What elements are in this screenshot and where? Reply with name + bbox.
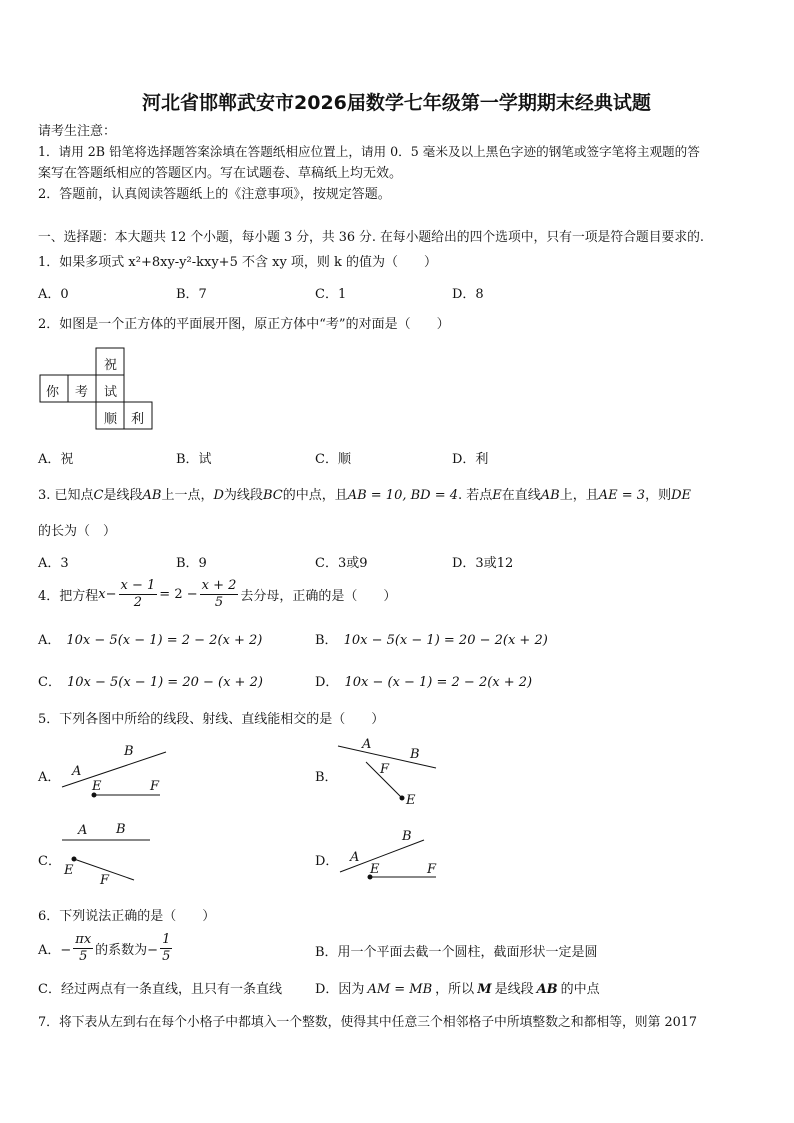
segment-de: DE — [671, 488, 692, 503]
q5b-label-b: B — [410, 747, 420, 762]
q5c-label-f: F — [100, 873, 110, 888]
q2-option-c: C．顺 — [315, 452, 351, 467]
q4-equals: = 2 − — [159, 587, 198, 602]
q4-fraction-2-numerator: x + 2 — [201, 578, 237, 593]
q7-stem: 7．将下表从左到右在每个小格子中都填入一个整数，使得其中任意三个相邻格子中所填整数之和都相等，则第 2017 — [38, 1015, 698, 1030]
q4-option-b-label: B． — [315, 633, 338, 648]
point-d: D — [213, 488, 224, 503]
q5-option-a: A． — [38, 770, 61, 785]
q6-option-d-text: 的中点 — [560, 982, 600, 997]
q4-option-d-equation: 10x − (x − 1) = 2 − 2(x + 2) — [344, 675, 533, 690]
q5a-label-f: F — [150, 779, 160, 794]
q5-option-b: B． — [315, 770, 338, 785]
q4-option-c-equation: 10x − 5(x − 1) = 20 − (x + 2) — [66, 675, 263, 690]
net-cell-ni: 你 — [46, 385, 60, 400]
q5d-label-a: A — [350, 850, 360, 865]
q6-fraction-2-numerator: 1 — [162, 932, 171, 947]
q4-option-b — [315, 629, 548, 648]
q4-fraction-2 — [200, 578, 239, 611]
q5b-label-a: A — [362, 737, 372, 752]
q5-option-d: D． — [315, 854, 339, 869]
q6-fraction-2 — [160, 932, 172, 965]
q3-option-a: A．3 — [38, 556, 69, 571]
q2-option-b: B．试 — [176, 452, 212, 467]
q3-text: 是线段 — [103, 488, 143, 503]
q3-text: 的中点，且 — [282, 488, 348, 503]
page-title: 河北省邯郸武安市2026届数学七年级第一学期期末经典试题 — [142, 92, 651, 114]
q3-text: ，则 — [645, 488, 672, 503]
point-e: E — [492, 488, 502, 503]
q4-option-c — [38, 671, 263, 690]
net-cell-shi: 试 — [104, 385, 118, 400]
q2-stem: 2．如图是一个正方体的平面展开图，原正方体中“考”的对面是（ ） — [38, 317, 450, 332]
segment-ab: AB — [536, 982, 558, 997]
q4-option-c-label: C． — [38, 675, 61, 690]
q6-option-a-text: 的系数为− — [95, 943, 159, 958]
q4-minus: − — [105, 587, 117, 602]
q5-figure-b — [336, 734, 446, 810]
q4-option-d-label: D． — [315, 675, 339, 690]
notice-item-2: 2．答题前，认真阅读答题纸上的《注意事项》，按规定答题。 — [38, 187, 391, 202]
q3-condition: AB = 10, BD = 4 — [347, 488, 459, 503]
q4-option-d — [315, 671, 532, 690]
q2-option-a: A．祝 — [38, 452, 74, 467]
point-m: M — [477, 982, 492, 997]
q4-text: 去分母，正确的是（ ） — [240, 589, 397, 604]
q4-x: x — [98, 587, 106, 602]
q6-option-d — [315, 978, 600, 997]
q4-text: 4．把方程 — [38, 589, 99, 604]
q5d-label-b: B — [402, 829, 412, 844]
point-c: C — [93, 488, 104, 503]
q5d-label-e: E — [370, 862, 380, 877]
notice-item-1-line-2: 案写在答题纸相应的答题区内。写在试题卷、草稿纸上均无效。 — [38, 166, 403, 181]
section-heading: 一、选择题：本大题共 12 个小题，每小题 3 分，共 36 分. 在每小题给出的四个选项中，只有一项是符合题目要求的. — [38, 230, 704, 245]
q6-stem: 6．下列说法正确的是（ ） — [38, 909, 216, 924]
q5d-label-f: F — [427, 862, 437, 877]
q4-fraction-2-denominator: 5 — [214, 595, 224, 610]
net-cell-li: 利 — [131, 412, 145, 427]
q6-option-d-text: D．因为 — [315, 982, 365, 997]
q2-option-d: D．利 — [452, 452, 489, 467]
q3-text: 在直线 — [501, 488, 541, 503]
q6-fraction-1-denominator: 5 — [79, 949, 88, 964]
q5a-label-b: B — [124, 744, 134, 759]
segment-ab: AB — [142, 488, 162, 503]
q4-fraction-1-numerator: x − 1 — [120, 578, 156, 593]
q3-option-c: C．3或9 — [315, 556, 368, 571]
q1-stem: 1．如果多项式 x²+8xy-y²-kxy+5 不含 xy 项，则 k 的值为（ ） — [38, 255, 438, 270]
q3-text: 上，且 — [559, 488, 599, 503]
q4-option-b-equation: 10x − 5(x − 1) = 20 − 2(x + 2) — [343, 633, 548, 648]
q4-fraction-1 — [119, 578, 158, 611]
q6-option-a — [38, 932, 174, 965]
q6-option-d-text: 是线段 — [494, 982, 534, 997]
q4-stem — [38, 578, 396, 611]
q5c-label-a: A — [78, 823, 88, 838]
q3-text: 上一点， — [161, 488, 214, 503]
q4-fraction-1-denominator: 2 — [133, 595, 143, 610]
q4-option-a-equation: 10x − 5(x − 1) = 2 − 2(x + 2) — [66, 633, 263, 648]
q5a-label-a: A — [72, 764, 82, 779]
q1-option-a: A．0 — [38, 287, 69, 302]
q5c-label-b: B — [116, 822, 126, 837]
q6-option-d-text: ，所以 — [435, 982, 475, 997]
q4-option-a-label: A． — [38, 633, 61, 648]
q1-option-c: C．1 — [315, 287, 347, 302]
q1-option-d: D．8 — [452, 287, 484, 302]
q1-option-b: B．7 — [176, 287, 207, 302]
q3-condition-2: AE = 3 — [598, 488, 646, 503]
q5c-label-e: E — [64, 863, 74, 878]
q3-text: 为线段 — [223, 488, 263, 503]
q3-stem-line-2: 的长为（ ） — [38, 524, 117, 539]
notice-item-1-line-1: 1．请用 2B 铅笔将选择题答案涂填在答题纸相应位置上，请用 0．5 毫米及以上黑色字迹的钢笔或签字笔将主观题的答 — [38, 144, 700, 159]
net-cell-kao: 考 — [75, 385, 89, 400]
q5a-label-e: E — [92, 779, 102, 794]
notice-heading: 请考生注意： — [38, 124, 117, 139]
q5b-label-f: F — [380, 762, 390, 777]
segment-bc: BC — [262, 488, 283, 503]
q4-option-a — [38, 629, 262, 648]
q5-option-c: C． — [38, 854, 61, 869]
net-cell-shun: 顺 — [104, 412, 118, 427]
net-cell-zhu: 祝 — [104, 358, 118, 373]
q6-option-d-equation: AM = MB — [367, 982, 433, 997]
q6-option-a-label: A．− — [38, 943, 72, 958]
q3-stem-line-1 — [38, 484, 691, 503]
q3-text: . 若点 — [458, 488, 493, 503]
q5-stem: 5．下列各图中所给的线段、射线、直线能相交的是（ ） — [38, 712, 385, 727]
q6-option-c: C．经过两点有一条直线，且只有一条直线 — [38, 982, 282, 997]
line-ab: AB — [540, 488, 560, 503]
q3-text: 3. 已知点 — [38, 488, 94, 503]
q5b-label-e: E — [406, 793, 416, 808]
q6-fraction-1 — [73, 932, 93, 965]
q6-option-b: B．用一个平面去截一个圆柱，截面形状一定是圆 — [315, 945, 598, 960]
q3-option-d: D．3或12 — [452, 556, 514, 571]
q6-fraction-2-denominator: 5 — [162, 949, 171, 964]
q3-option-b: B．9 — [176, 556, 207, 571]
q6-fraction-1-numerator: πx — [75, 932, 92, 947]
